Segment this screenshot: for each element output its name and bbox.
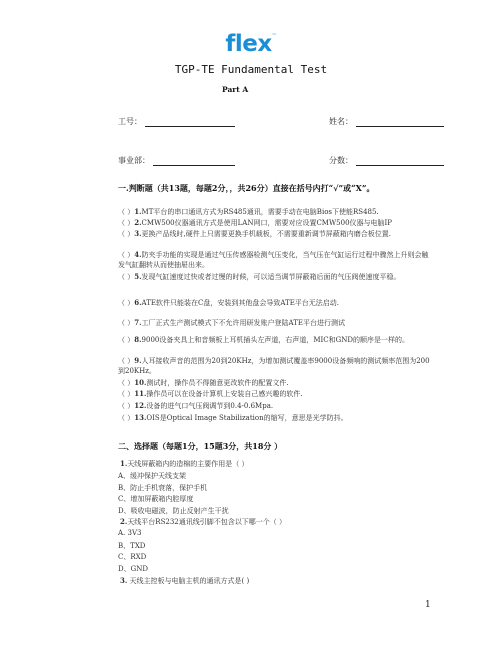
question-text: 发现气缸速度过快或者过慢的时候，可以适当调节屏蔽箱后面的气压阀使速度平稳。 xyxy=(141,273,401,281)
question-text: 更换产品线时,硬件上只需要更换手机载板，不需要重新调节屏蔽箱内磨合板位置. xyxy=(141,230,391,238)
question-number: 5. xyxy=(134,272,142,281)
mc2-option-b: B、TXD xyxy=(118,542,146,550)
question-text: ATE软件只能装在C盘，安装到其他盘会导致ATE平台无法启动. xyxy=(141,299,340,307)
question-number: 12. xyxy=(134,401,147,410)
tf-question-11 xyxy=(118,389,303,399)
question-text: 测试时，操作员不得随意更改软件的配置文件. xyxy=(146,379,289,387)
name-blank xyxy=(356,117,444,127)
question-number: 10. xyxy=(134,378,147,387)
question-text: 防夹手功能的实现是通过气压传感器检测气压变化，当气压在气缸运行过程中骤然上升则会触发气缸翻转从而使抽屉出来。 xyxy=(118,251,429,270)
answer-bracket: （ ） xyxy=(118,251,135,259)
answer-bracket: （ ） xyxy=(118,402,135,410)
question-text: CMW500仪器通讯方式是使用LAN网口，需要对应设置CMW500仪器与电脑IP xyxy=(141,219,393,227)
question-text: 天线平台RS232通讯线引脚不包含以下哪一个（ ） xyxy=(127,518,286,526)
question-number: 13. xyxy=(134,413,147,422)
tf-question-13 xyxy=(118,413,348,423)
question-number: 7. xyxy=(134,318,142,327)
question-number: 2. xyxy=(134,218,142,227)
question-text: 设备的进气口气压阀调节到0.4-0.6Mpa. xyxy=(146,402,274,410)
answer-bracket: （ ） xyxy=(118,379,135,387)
tf-question-7 xyxy=(118,318,345,328)
question-number: 1. xyxy=(134,207,142,216)
score-blank xyxy=(356,156,444,166)
part-label: Part A xyxy=(222,85,249,94)
question-text: 天线屏蔽箱内的造棉的主要作用是（ ） xyxy=(127,460,249,468)
answer-bracket: （ ） xyxy=(118,208,135,216)
tf-question-3 xyxy=(118,229,430,239)
question-number: 2. xyxy=(120,517,128,526)
mc-question-2 xyxy=(120,517,286,527)
tf-question-4 xyxy=(118,250,430,271)
mc1-option-c: C、增加屏蔽箱内腔厚度 xyxy=(118,495,194,503)
answer-bracket: （ ） xyxy=(118,299,135,307)
work-id-label: 工号： xyxy=(118,117,142,126)
section1-title: 一.判断题（共13题，每题2分，，共26分）直接在括号内打“√”或“X”。 xyxy=(118,183,375,193)
answer-bracket: （ ） xyxy=(118,219,135,227)
answer-bracket: （ ） xyxy=(118,230,135,238)
answer-bracket: （ ） xyxy=(118,414,135,422)
name-field xyxy=(329,116,444,127)
question-number: 1. xyxy=(120,459,128,468)
mc1-option-d: D、吸收电磁波，防止反射产生干扰 xyxy=(118,507,229,515)
question-text: MT平台的串口通讯方式为RS485通讯，需要手动在电脑Bios下使能RS485. xyxy=(141,208,379,216)
answer-bracket: （ ） xyxy=(118,273,135,281)
section2-title: 二、选择题（每题1分，15题3分，共18分 ） xyxy=(118,441,283,451)
question-number: 4. xyxy=(134,250,142,259)
answer-bracket: （ ） xyxy=(118,390,135,398)
answer-bracket: （ ） xyxy=(118,319,135,327)
question-text: 天线主控板与电脑主机的通讯方式是( ) xyxy=(127,577,250,585)
mc2-option-d: D、GND xyxy=(118,565,148,573)
mc1-option-a: A、缓冲保护天线支架 xyxy=(118,472,187,480)
question-text: 9000设备夹具上和音频板上耳机插头左声道，右声道，MIC和GND的顺序是一样的。 xyxy=(141,336,409,344)
tf-question-9 xyxy=(118,356,430,377)
logo-text: flex xyxy=(225,31,272,57)
tf-question-2 xyxy=(118,218,392,228)
answer-bracket: （ ） xyxy=(118,336,135,344)
work-id-blank xyxy=(145,117,235,127)
tf-question-8 xyxy=(118,335,430,345)
question-number: 6. xyxy=(134,298,142,307)
work-id-field xyxy=(118,116,235,127)
mc-question-3 xyxy=(120,576,249,586)
question-number: 11. xyxy=(134,389,147,398)
tf-question-10 xyxy=(118,378,289,388)
question-number: 3. xyxy=(120,576,128,585)
score-label: 分数： xyxy=(329,156,353,165)
name-label: 姓名： xyxy=(329,117,353,126)
mc2-option-c: C、RXD xyxy=(118,553,147,561)
question-number: 9. xyxy=(134,356,142,365)
department-label: 事业部： xyxy=(118,156,150,165)
department-field xyxy=(118,155,235,166)
page-number: 1 xyxy=(425,600,431,610)
question-text: 操作员可以在设备计算机上安装自己感兴趣的软件. xyxy=(146,390,303,398)
mc2-option-a: A. 3V3 xyxy=(118,529,142,537)
tf-question-6 xyxy=(118,298,339,308)
question-text: 工厂正式生产测试模式下不允许用研发账户登陆ATE平台进行测试 xyxy=(141,319,345,327)
logo-trademark: ™ xyxy=(271,33,277,39)
tf-question-1 xyxy=(118,207,379,217)
question-number: 3. xyxy=(134,229,142,238)
department-blank xyxy=(153,156,235,166)
mc1-option-b: B、防止手机衰落，保护手机 xyxy=(118,484,208,492)
question-text: OIS是Optical Image Stabilization的缩写，意思是光学防抖。 xyxy=(146,414,348,422)
question-number: 8. xyxy=(134,335,142,344)
tf-question-5 xyxy=(118,272,430,282)
page-title: TGP-TE Fundamental Test xyxy=(174,63,328,76)
mc-question-1 xyxy=(120,459,249,469)
flex-logo xyxy=(0,33,502,56)
answer-bracket: （ ） xyxy=(118,357,135,365)
tf-question-12 xyxy=(118,401,273,411)
question-text: 人耳接收声音的范围为20到20KHz，为增加测试覆盖率9000设备频响的测试频率范围为200到20KHz。 xyxy=(118,357,430,376)
score-field xyxy=(329,155,444,166)
